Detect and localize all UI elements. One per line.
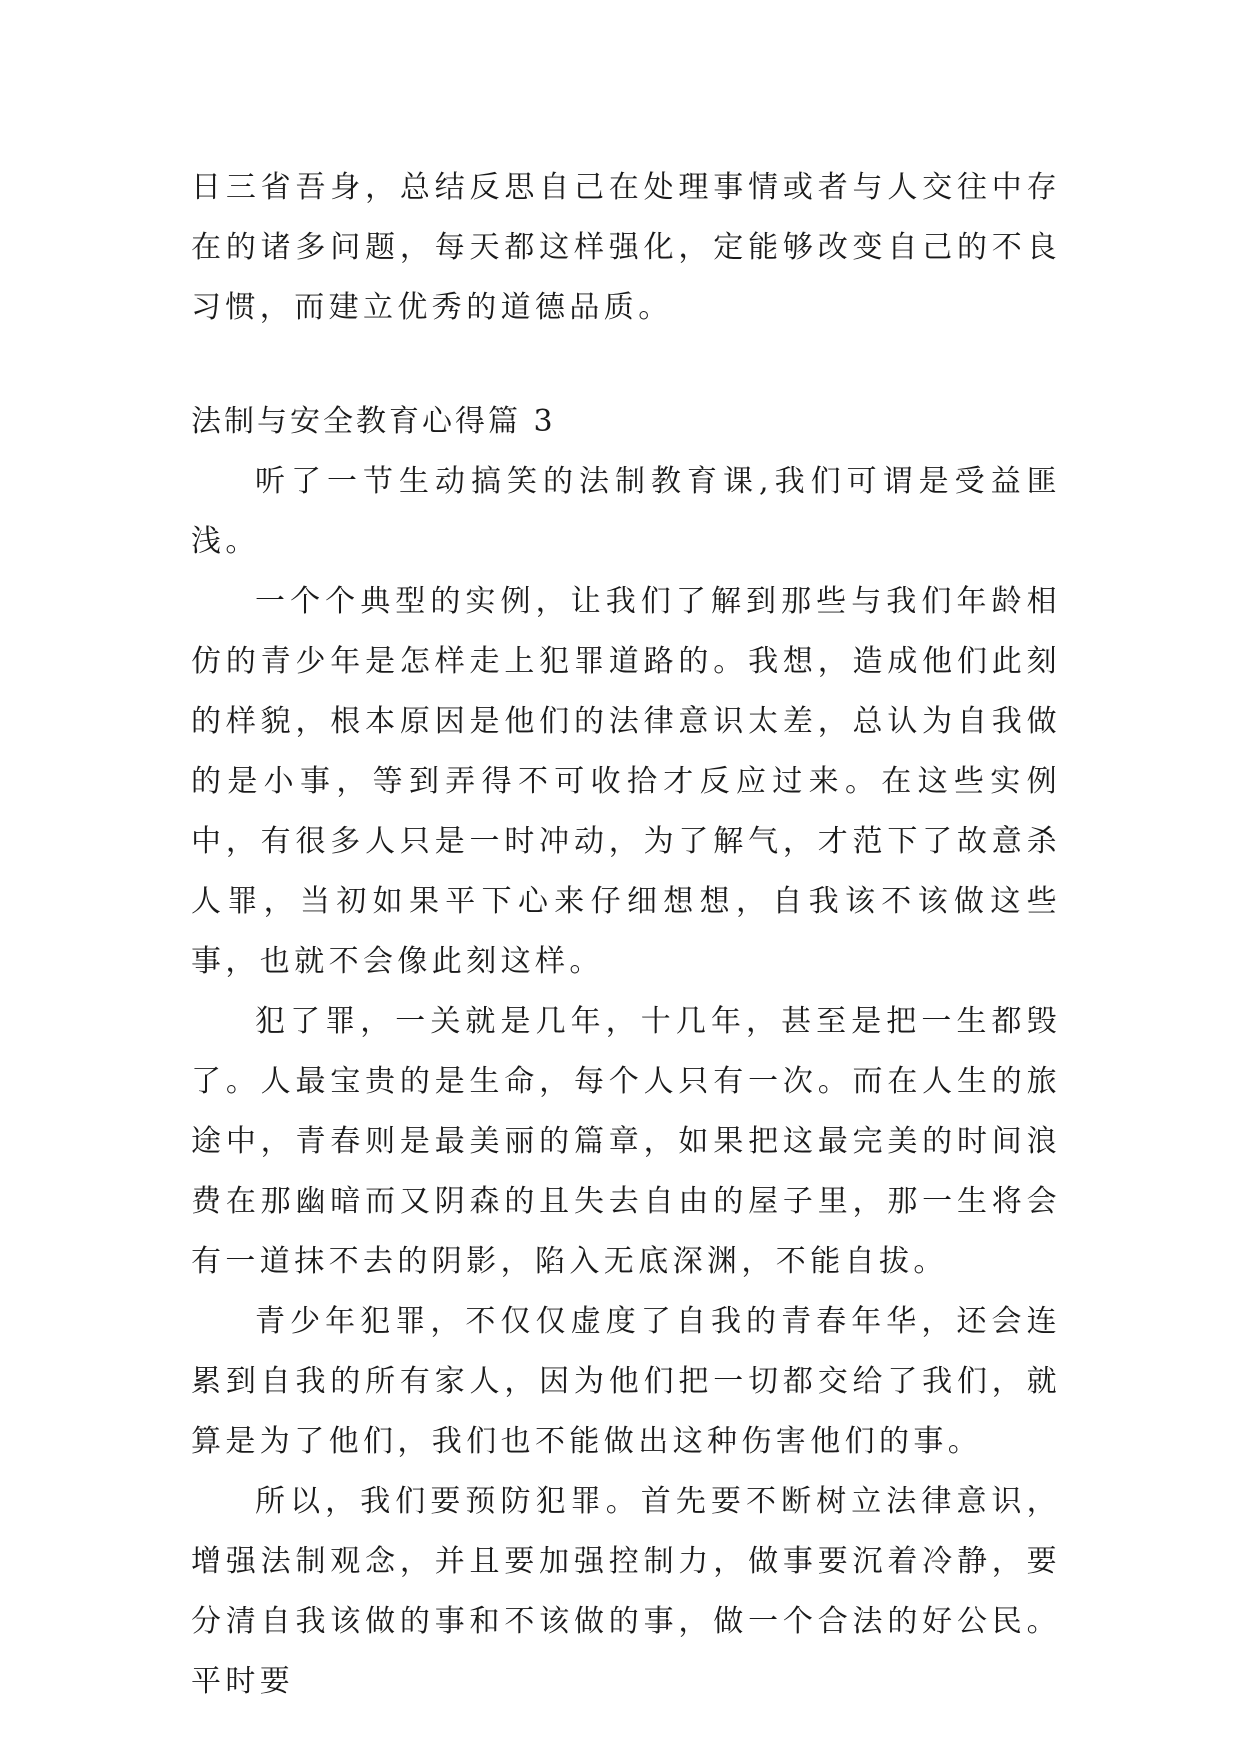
continuation-paragraph: 日三省吾身，总结反思自己在处理事情或者与人交往中存在的诸多问题，每天都这样强化，定能够改变自己的不良习惯，而建立优秀的道德品质。 (191, 170, 1061, 325)
body-paragraph-3: 犯了罪，一关就是几年，十几年，甚至是把一生都毁了。人最宝贵的是生命，每个人只有一次。而在人生的旅途中，青春则是最美丽的篇章，如果把这最完美的时间浪费在那幽暗而又阴森的且失去自由的屋子里，那一生将会有一道抹不去的阴影，陷入无底深渊，不能自拔。 (191, 1004, 1061, 1279)
body-paragraph-1: 听了一节生动搞笑的法制教育课,我们可谓是受益匪浅。 (191, 464, 1061, 559)
section-heading: 法制与安全教育心得篇 3 (191, 404, 556, 439)
continuation-block (191, 158, 1061, 338)
body-paragraph-2: 一个个典型的实例，让我们了解到那些与我们年龄相仿的青少年是怎样走上犯罪道路的。我想，造成他们此刻的样貌，根本原因是他们的法律意识太差，总认为自我做的是小事，等到弄得不可收拾才反应过来。在这些实例中，有很多人只是一时冲动，为了解气，才范下了故意杀人罪，当初如果平下心来仔细想想，自我该不该做这些事，也就不会像此刻这样。 (191, 584, 1061, 979)
body-paragraph-5: 所以，我们要预防犯罪。首先要不断树立法律意识，增强法制观念，并且要加强控制力，做事要沉着冷静，要分清自我该做的事和不该做的事，做一个合法的好公民。平时要 (191, 1484, 1061, 1699)
body-paragraph-4: 青少年犯罪，不仅仅虚度了自我的青春年华，还会连累到自我的所有家人，因为他们把一切都交给了我们，就算是为了他们，我们也不能做出这种伤害他们的事。 (191, 1304, 1061, 1459)
section-block (191, 392, 1061, 1712)
